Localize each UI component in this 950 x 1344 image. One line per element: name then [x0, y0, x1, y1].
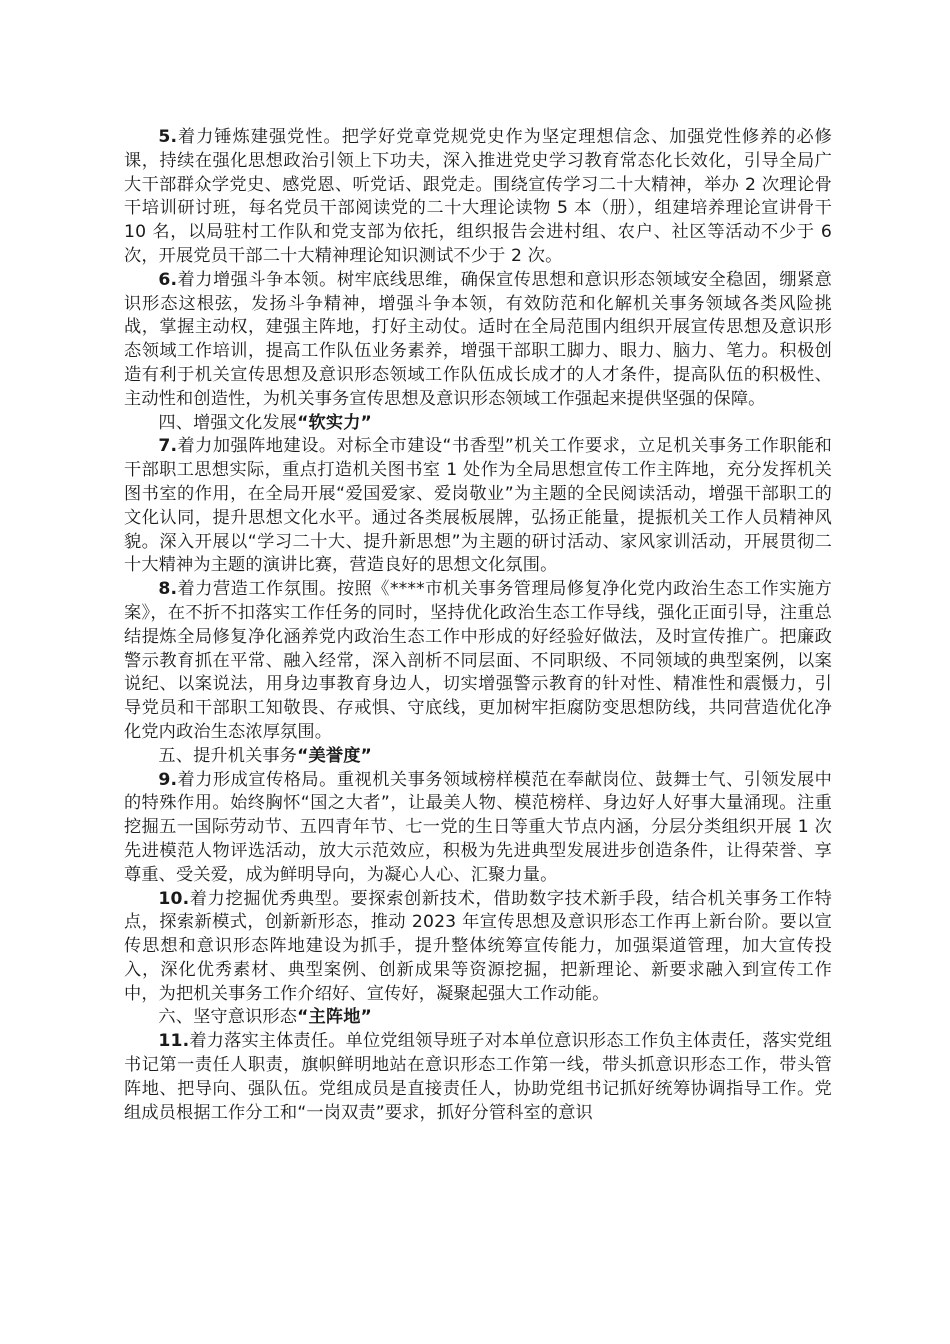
paragraph-text: 着力落实主体责任。单位党组领导班子对本单位意识形态工作负主体责任，落实党组书记第一责任人职责，旗帜鲜明地站在意识形态工作第一线，带头抓意识形态工作，带头管阵地、把导向、强队伍。党组成员是直接责任人，协助党组书记抓好统筹协调指导工作。党组成员根据工作分工和“一岗双责”要求，抓好分管科室的意识: [124, 1031, 832, 1123]
heading-text: 六、坚守意识形态: [158, 1007, 298, 1028]
section-heading-4: [124, 412, 832, 436]
item-number: 5.: [158, 127, 178, 147]
heading-text: 五、提升机关事务: [158, 745, 298, 766]
paragraph-item-9: [124, 769, 832, 888]
item-number: 6.: [158, 269, 178, 290]
paragraph-item-6: [124, 269, 832, 412]
paragraph-item-8: [124, 578, 832, 745]
item-number: 11.: [158, 1031, 190, 1052]
paragraph-text: 着力增强斗争本领。树牢底线思维，确保宣传思想和意识形态领域安全稳固，绷紧意识形态这根弦，发扬斗争精神，增强斗争本领，有效防范和化解机关事务领域各类风险挑战，掌握主动权，建强主阵地，打好主动仗。适时在全局范围内组织开展宣传思想及意识形态领域工作培训，提高工作队伍业务素养，增强干部职工脚力、眼力、脑力、笔力。积极创造有利于机关宣传思想及意识形态领域工作队伍成长成才的人才条件，提高队伍的积极性、主动性和创造性，为机关事务宣传思想及意识形态领域工作强起来提供坚强的保障。: [124, 269, 832, 409]
paragraph-text: 着力形成宣传格局。重视机关事务领域榜样模范在奉献岗位、鼓舞士气、引领发展中的特殊作用。始终胸怀“国之大者”，让最美人物、模范榜样、身边好人好事大量涌现。注重挖掘五一国际劳动节、五四青年节、七一党的生日等重大节点内涵，分层分类组织开展 1 次先进模范人物评选活动，放大示范效应，积极为先进典型发展进步创造条件，让得荣誉、享尊重、受关爱，成为鲜明导向，为凝心人心、汇聚力量。: [124, 769, 832, 885]
item-number: 8.: [158, 579, 178, 600]
paragraph-text: 着力挖掘优秀典型。要探索创新技术，借助数字技术新手段，结合机关事务工作特点，探索新模式，创新新形态，推动 2023 年宣传思想及意识形态工作再上新台阶。要以宣传思想和意识形态阵地建设为抓手，提升整体统筹宣传能力，加强渠道管理，加大宣传投入，深化优秀素材、典型案例、创新成果等资源挖掘，把新理论、新要求融入到宣传工作中，为把机关事务工作介绍好、宣传好，凝聚起强大工作动能。: [124, 888, 832, 1004]
heading-text: 四、增强文化发展: [158, 412, 298, 433]
paragraph-text: 着力加强阵地建设。对标全市建设“书香型”机关工作要求，立足机关事务工作职能和干部职工思想实际，重点打造机关图书室 1 处作为全局思想宣传工作主阵地，充分发挥机关图书室的作用，在全局开展“爱国爱家、爱岗敬业”为主题的全民阅读活动，增强干部职工的文化认同，提升思想文化水平。通过各类展板展牌，弘扬正能量，提振机关工作人员精神风貌。深入开展以“学习二十大、提升新思想”为主题的研讨活动、家风家训活动，开展贯彻二十大精神为主题的演讲比赛，营造良好的思想文化氛围。: [124, 436, 832, 576]
heading-quote: “软实力”: [297, 412, 372, 433]
item-number: 9.: [158, 769, 178, 790]
paragraph-item-10: [124, 888, 832, 1007]
item-number: 7.: [158, 436, 178, 457]
item-number: 10.: [158, 888, 190, 909]
section-heading-5: [124, 745, 832, 769]
paragraph-item-5: [124, 126, 832, 269]
paragraph-item-7: [124, 435, 832, 578]
paragraph-text: 着力营造工作氛围。按照《****市机关事务管理局修复净化党内政治生态工作实施方案》，在不折不扣落实工作任务的同时，坚持优化政治生态工作导线，强化正面引导，注重总结提炼全局修复净化涵养党内政治生态工作中形成的好经验好做法，及时宣传推广。把廉政警示教育抓在平常、融入经常，深入剖析不同层面、不同职级、不同领域的典型案例，以案说纪、以案说法，用身边事教育身边人，切实增强警示教育的针对性、精准性和震慑力，引导党员和干部职工知敬畏、存戒惧、守底线，更加树牢拒腐防变思想防线，共同营造优化净化党内政治生态浓厚氛围。: [124, 579, 832, 742]
paragraph-item-11: [124, 1030, 832, 1125]
document-page: [124, 126, 832, 1125]
paragraph-text: 着力锤炼建强党性。把学好党章党规党史作为坚定理想信念、加强党性修养的必修课，持续在强化思想政治引领上下功夫，深入推进党史学习教育常态化长效化，引导全局广大干部群众学党史、感党恩、听党话、跟党走。围绕宣传学习二十大精神，举办 2 次理论骨干培训研讨班，每名党员干部阅读党的二十大理论读物 5 本（册），组建培养理论宣讲骨干 10 名，以局驻村工作队和党支部为依托，组织报告会进村组、农户、社区等活动不少于 6 次，开展党员干部二十大精神理论知识测试不少于 2 次。: [124, 127, 832, 266]
heading-quote: “主阵地”: [297, 1007, 372, 1028]
section-heading-6: [124, 1006, 832, 1030]
heading-quote: “美誉度”: [297, 745, 372, 766]
